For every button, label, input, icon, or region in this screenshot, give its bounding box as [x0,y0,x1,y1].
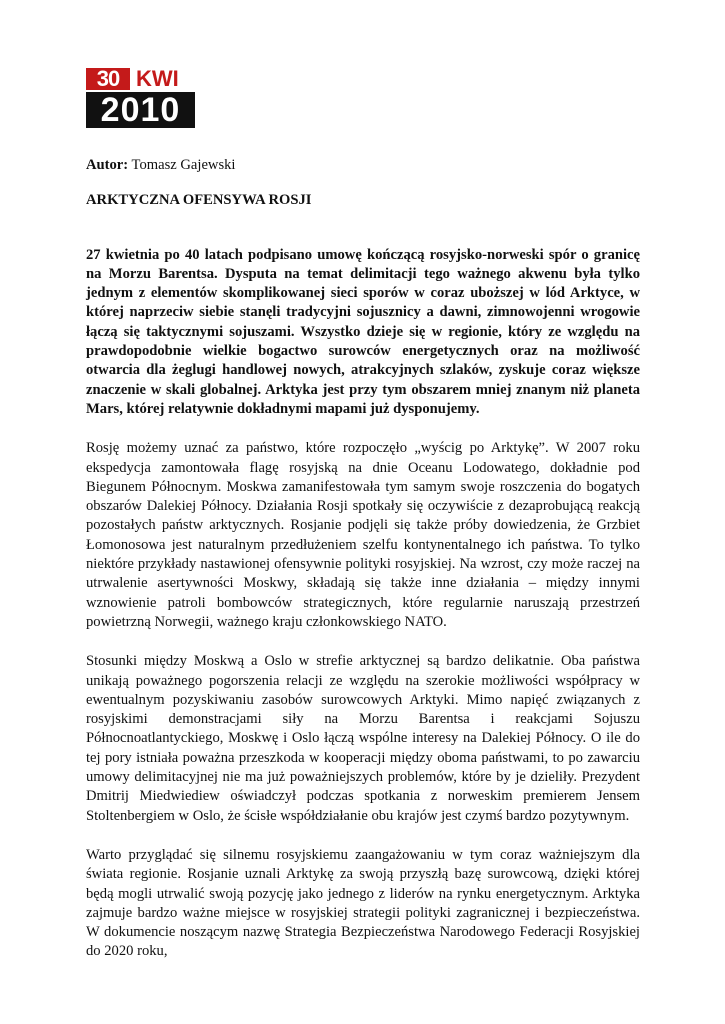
date-logo [86,68,196,130]
author-label: Autor: [86,157,129,173]
author-line [86,156,640,175]
author-name: Tomasz Gajewski [131,157,236,173]
body-paragraph-2: Stosunki między Moskwą a Oslo w strefie arktycznej są bardzo delikatnie. Oba państwa unikają poważnego pogorszenia relacji ze względu na szerokie możliwości współpracy w ewentualnym pozyskiwaniu zasobów surowcowych Arktyki. Mimo napięć związanych z rosyjskimi demonstracjami siły na Morzu Barentsa i reakcjami Sojuszu Północnoatlantyckiego, Moskwę i Oslo łączą wspólne interesy na Dalekiej Północy. O ile do tej pory istniała poważna przeszkoda w kooperacji między oboma państwami, to po zawarciu umowy delimitacyjnej nie ma już poważniejszych problemów, które by je dzieliły. Prezydent Dmitrij Miedwiediew oświadczył podczas spotkania z norweskim premierem Jensem Stoltenbergiem w Oslo, że ścisłe współdziałanie obu krajów jest czymś bardzo pozytywnym. [86,653,640,824]
logo-year: 2010 [86,92,195,128]
body-paragraph-1: Rosję możemy uznać za państwo, które rozpoczęło „wyścig po Arktykę”. W 2007 roku ekspedycja zamontowała flagę rosyjską na dnie Oceanu Lodowatego, dokładnie pod Biegunem Północnym. Moskwa zamanifestowała tym samym swoje roszczenia do bogatych obszarów Dalekiej Północy. Działania Rosji spotkały się oczywiście z dezaprobującą reakcją pozostałych państw arktycznych. Rosjanie podjęli się także próby dowiedzenia, że Grzbiet Łomonosowa jest naturalnym przedłużeniem szelfu kontynentalnego ich państwa. To tylko niektóre przykłady nastawionej ofensywnie polityki rosyjskiej. Na wzrost, czy może raczej na utrwalenie asertywności Moskwy, składają się także inne działania – między innymi wznowienie patroli bombowców strategicznych, które regularnie naruszają przestrzeń powietrzną Norwegii, ważnego kraju członkowskiego NATO. [86,440,640,630]
logo-day: 30 [86,68,130,90]
lead-paragraph: 27 kwietnia po 40 latach podpisano umowę kończącą rosyjsko-norweski spór o granicę na Morzu Barentsa. Dysputa na temat delimitacji tego ważnego akwenu była tylko jednym z elementów skomplikowanej sieci sporów w coraz uboższej w lód Arktyce, w której naprzeciw siebie stanęli tradycyjni sojusznicy a dawni, zimnowojenni wrogowie łączą się taktycznymi sojuszami. Wszystko dzieje się w regionie, który ze względu na prawdopodobnie wielkie bogactwo surowców energetycznych oraz na możliwość otwarcia dla żeglugi handlowej nowych, atrakcyjnych szlaków, zyskuje coraz większe znaczenie w skali globalnej. Arktyka jest przy tym obszarem mniej znanym niż planeta Mars, której relatywnie dokładnymi mapami już dysponujemy. [86,246,640,417]
body-paragraph-3: Warto przyglądać się silnemu rosyjskiemu zaangażowaniu w tym coraz ważniejszym dla świata regionie. Rosjanie uznali Arktykę za swoją przyszłą bazę surowcową, dzięki której będą mogli utrwalić swoją pozycję jako jednego z liderów na rynku energetycznym. Arktyka zajmuje bardzo ważne miejsce w rosyjskiej strategii polityki zagranicznej i bezpieczeństwa. W dokumencie noszącym nazwę Strategia Bezpieczeństwa Narodowego Federacji Rosyjskiej do 2020 roku, [86,846,640,960]
logo-month: KWI [130,68,179,90]
article-title: ARKTYCZNA OFENSYWA ROSJI [86,192,312,209]
logo-top-row [86,68,196,90]
article-content [86,150,640,962]
